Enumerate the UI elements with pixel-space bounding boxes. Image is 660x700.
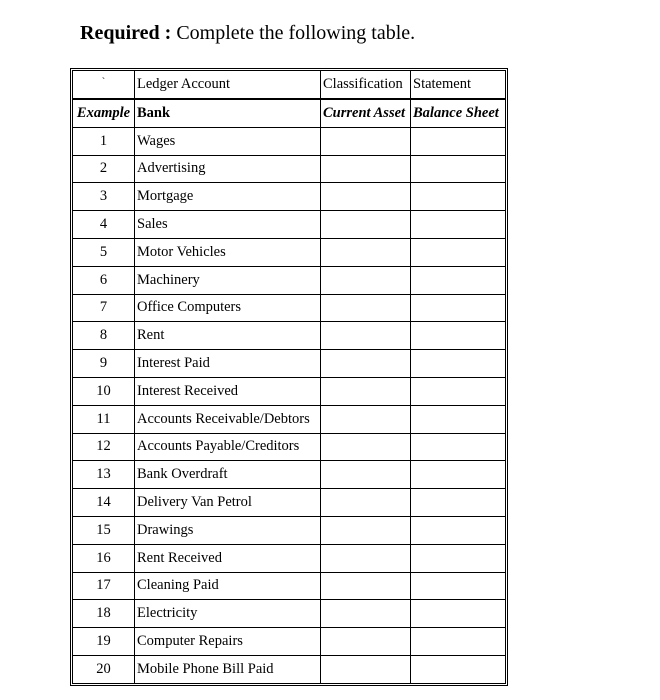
- heading-required-label: Required :: [80, 22, 172, 44]
- classification-cell[interactable]: [321, 545, 411, 573]
- ledger-account-cell: Delivery Van Petrol: [135, 489, 321, 517]
- statement-cell[interactable]: [411, 489, 505, 517]
- statement-cell[interactable]: [411, 239, 505, 267]
- classification-cell[interactable]: [321, 489, 411, 517]
- header-mark: `: [101, 76, 106, 88]
- table-row: [73, 239, 505, 267]
- classification-cell[interactable]: [321, 656, 411, 683]
- example-label: Example: [73, 99, 135, 128]
- statement-cell[interactable]: [411, 295, 505, 323]
- row-number: 20: [73, 656, 135, 683]
- row-number: 2: [73, 156, 135, 184]
- classification-cell[interactable]: [321, 128, 411, 156]
- table-row: [73, 461, 505, 489]
- statement-cell[interactable]: [411, 156, 505, 184]
- statement-cell[interactable]: [411, 628, 505, 656]
- ledger-account-cell: Rent: [135, 322, 321, 350]
- row-number: 9: [73, 350, 135, 378]
- ledger-classification-table: [70, 68, 508, 686]
- table-header-row: [73, 71, 505, 99]
- ledger-account-cell: Advertising: [135, 156, 321, 184]
- statement-cell[interactable]: [411, 378, 505, 406]
- ledger-account-cell: Mobile Phone Bill Paid: [135, 656, 321, 683]
- header-classification: Classification: [321, 71, 411, 99]
- statement-cell[interactable]: [411, 406, 505, 434]
- classification-cell[interactable]: [321, 434, 411, 462]
- row-number: 4: [73, 211, 135, 239]
- classification-cell[interactable]: [321, 517, 411, 545]
- row-number: 11: [73, 406, 135, 434]
- table-row: [73, 517, 505, 545]
- statement-cell[interactable]: [411, 600, 505, 628]
- statement-cell[interactable]: [411, 128, 505, 156]
- classification-cell[interactable]: [321, 628, 411, 656]
- ledger-account-cell: Electricity: [135, 600, 321, 628]
- classification-cell[interactable]: [321, 156, 411, 184]
- classification-cell[interactable]: [321, 350, 411, 378]
- table-row: [73, 434, 505, 462]
- table-row: [73, 156, 505, 184]
- example-account: Bank: [135, 99, 321, 128]
- example-row: [73, 99, 505, 128]
- row-number: 6: [73, 267, 135, 295]
- table-row: [73, 378, 505, 406]
- ledger-account-cell: Computer Repairs: [135, 628, 321, 656]
- classification-cell[interactable]: [321, 267, 411, 295]
- row-number: 3: [73, 183, 135, 211]
- statement-cell[interactable]: [411, 350, 505, 378]
- ledger-account-cell: Accounts Payable/Creditors: [135, 434, 321, 462]
- ledger-account-cell: Wages: [135, 128, 321, 156]
- classification-cell[interactable]: [321, 378, 411, 406]
- row-number: 1: [73, 128, 135, 156]
- table-row: [73, 211, 505, 239]
- ledger-account-cell: Rent Received: [135, 545, 321, 573]
- row-number: 15: [73, 517, 135, 545]
- ledger-account-cell: Office Computers: [135, 295, 321, 323]
- example-classification: Current Asset: [321, 99, 411, 128]
- heading-instruction: Complete the following table.: [171, 22, 416, 44]
- statement-cell[interactable]: [411, 183, 505, 211]
- table-row: [73, 656, 505, 683]
- classification-cell[interactable]: [321, 573, 411, 601]
- statement-cell[interactable]: [411, 322, 505, 350]
- row-number: 16: [73, 545, 135, 573]
- classification-cell[interactable]: [321, 183, 411, 211]
- table-row: [73, 322, 505, 350]
- header-ledger-account: Ledger Account: [135, 71, 321, 99]
- statement-cell[interactable]: [411, 545, 505, 573]
- classification-cell[interactable]: [321, 322, 411, 350]
- statement-cell[interactable]: [411, 517, 505, 545]
- ledger-account-cell: Interest Paid: [135, 350, 321, 378]
- classification-cell[interactable]: [321, 211, 411, 239]
- row-number: 10: [73, 378, 135, 406]
- header-statement: Statement: [411, 71, 505, 99]
- classification-cell[interactable]: [321, 239, 411, 267]
- table-row: [73, 628, 505, 656]
- table-row: [73, 183, 505, 211]
- table-row: [73, 295, 505, 323]
- ledger-account-cell: Accounts Receivable/Debtors: [135, 406, 321, 434]
- ledger-account-cell: Bank Overdraft: [135, 461, 321, 489]
- table-row: [73, 573, 505, 601]
- classification-cell[interactable]: [321, 600, 411, 628]
- row-number: 18: [73, 600, 135, 628]
- table-row: [73, 406, 505, 434]
- table-row: [73, 350, 505, 378]
- statement-cell[interactable]: [411, 211, 505, 239]
- statement-cell[interactable]: [411, 573, 505, 601]
- ledger-account-cell: Drawings: [135, 517, 321, 545]
- row-number: 17: [73, 573, 135, 601]
- row-number: 7: [73, 295, 135, 323]
- ledger-account-cell: Sales: [135, 211, 321, 239]
- classification-cell[interactable]: [321, 461, 411, 489]
- row-number: 8: [73, 322, 135, 350]
- header-mark-cell: [73, 71, 135, 99]
- ledger-account-cell: Interest Received: [135, 378, 321, 406]
- table-row: [73, 545, 505, 573]
- page-heading: [80, 20, 415, 46]
- row-number: 12: [73, 434, 135, 462]
- statement-cell[interactable]: [411, 434, 505, 462]
- statement-cell[interactable]: [411, 656, 505, 683]
- example-statement: Balance Sheet: [411, 99, 505, 128]
- table-row: [73, 600, 505, 628]
- ledger-account-cell: Motor Vehicles: [135, 239, 321, 267]
- table-row: [73, 489, 505, 517]
- ledger-account-cell: Mortgage: [135, 183, 321, 211]
- row-number: 13: [73, 461, 135, 489]
- ledger-account-cell: Machinery: [135, 267, 321, 295]
- statement-cell[interactable]: [411, 267, 505, 295]
- row-number: 14: [73, 489, 135, 517]
- statement-cell[interactable]: [411, 461, 505, 489]
- table-row: [73, 128, 505, 156]
- classification-cell[interactable]: [321, 406, 411, 434]
- table-row: [73, 267, 505, 295]
- row-number: 5: [73, 239, 135, 267]
- ledger-account-cell: Cleaning Paid: [135, 573, 321, 601]
- row-number: 19: [73, 628, 135, 656]
- classification-cell[interactable]: [321, 295, 411, 323]
